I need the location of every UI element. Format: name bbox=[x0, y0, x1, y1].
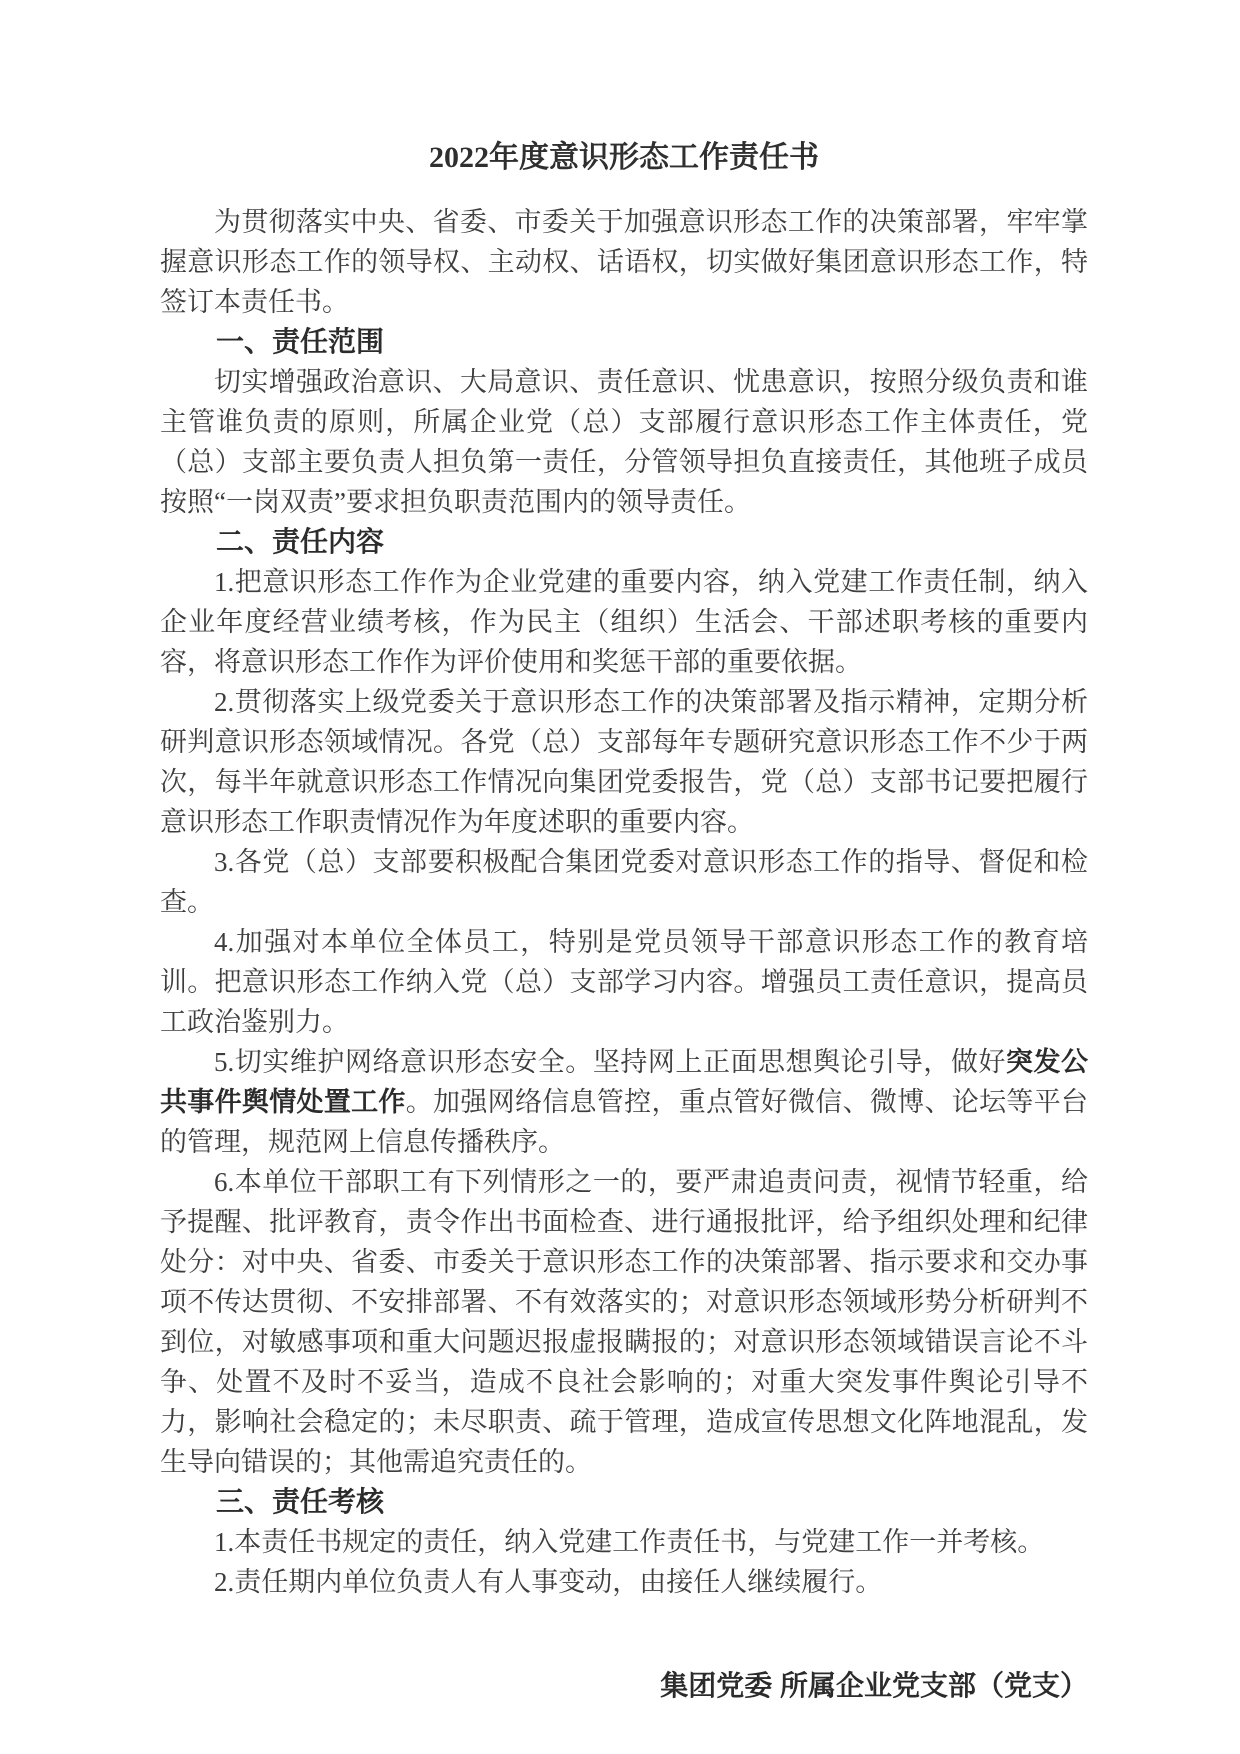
section-2-item-5-text-after: 。加强网络信息管控，重点管好微信、微博、论坛等平台的管理，规范网上信息传播秩序。 bbox=[160, 1087, 1089, 1157]
section-3-item-1: 1.本责任书规定的责任，纳入党建工作责任书，与党建工作一并考核。 bbox=[214, 1527, 1045, 1557]
section-1-paragraph: 切实增强政治意识、大局意识、责任意识、忧患意识，按照分级负责和谁主管谁负责的原则，所属企业党（总）支部履行意识形态工作主体责任，党（总）支部主要负责人担负第一责任，分管领导担负直接责任，其他班子成员按照“一岗双责”要求担负职责范围内的领导责任。 bbox=[160, 367, 1088, 517]
section-2-item-4: 4.加强对本单位全体员工，特别是党员领导干部意识形态工作的教育培训。把意识形态工作纳入党（总）支部学习内容。增强员工责任意识，提高员工政治鉴别力。 bbox=[160, 927, 1088, 1037]
section-1-heading: 一、责任范围 bbox=[216, 326, 385, 357]
signature-line: 集团党委 所属企业党支部（党支） bbox=[660, 1670, 1088, 1701]
document-title: 2022年度意识形态工作责任书 bbox=[429, 141, 819, 174]
section-3-item-2: 2.责任期内单位负责人有人事变动，由接任人继续履行。 bbox=[214, 1567, 883, 1597]
section-2-item-2: 2.贯彻落实上级党委关于意识形态工作的决策部署及指示精神，定期分析研判意识形态领域情况。各党（总）支部每年专题研究意识形态工作不少于两次，每半年就意识形态工作情况向集团党委报告，党（总）支部书记要把履行意识形态工作职责情况作为年度述职的重要内容。 bbox=[160, 687, 1088, 837]
section-2-item-5 bbox=[160, 1042, 1088, 1162]
section-2-item-6: 6.本单位干部职工有下列情形之一的，要严肃追责问责，视情节轻重，给予提醒、批评教育，责令作出书面检查、进行通报批评，给予组织处理和纪律处分：对中央、省委、市委关于意识形态工作的决策部署、指示要求和交办事项不传达贯彻、不安排部署、不有效落实的；对意识形态领域形势分析研判不到位，对敏感事项和重大问题迟报虚报瞒报的；对意识形态领域错误言论不斗争、处置不及时不妥当，造成不良社会影响的；对重大突发事件舆论引导不力，影响社会稳定的；未尽职责、疏于管理，造成宣传思想文化阵地混乱，发生导向错误的；其他需追究责任的。 bbox=[160, 1167, 1088, 1477]
section-2-heading: 二、责任内容 bbox=[216, 526, 385, 557]
section-2-item-5-bold-text: 突发公共事件舆情处置工作 bbox=[160, 1047, 1089, 1117]
section-3-heading: 三、责任考核 bbox=[216, 1486, 385, 1517]
section-2-item-1: 1.把意识形态工作作为企业党建的重要内容，纳入党建工作责任制，纳入企业年度经营业绩考核，作为民主（组织）生活会、干部述职考核的重要内容，将意识形态工作作为评价使用和奖惩干部的重要依据。 bbox=[160, 567, 1088, 677]
intro-paragraph: 为贯彻落实中央、省委、市委关于加强意识形态工作的决策部署，牢牢掌握意识形态工作的领导权、主动权、话语权，切实做好集团意识形态工作，特签订本责任书。 bbox=[160, 207, 1088, 317]
section-2-item-5-text-before: 5.切实维护网络意识形态安全。坚持网上正面思想舆论引导，做好 bbox=[214, 1047, 1006, 1077]
section-2-item-3: 3.各党（总）支部要积极配合集团党委对意识形态工作的指导、督促和检查。 bbox=[160, 847, 1088, 917]
